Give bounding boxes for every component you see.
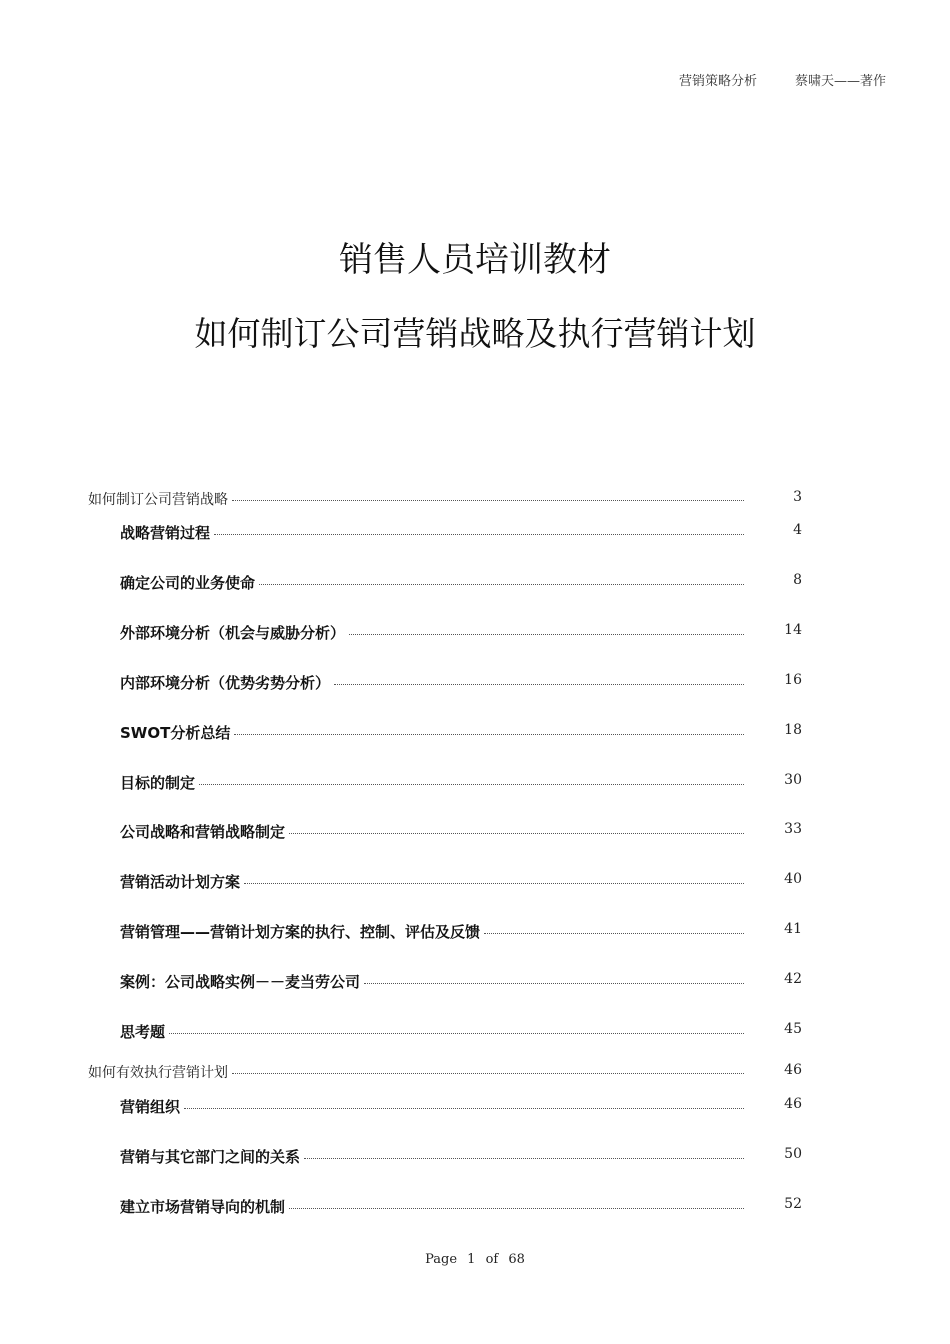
toc-leader-dots [289, 1208, 744, 1209]
toc-entry-label: 如何有效执行营销计划 [88, 1065, 228, 1081]
toc-entry-label: 营销管理——营销计划方案的执行、控制、评估及反馈 [120, 923, 481, 941]
footer-total-pages: 68 [508, 1252, 525, 1267]
toc-entry[interactable] [120, 522, 802, 543]
toc-entry-page: 16 [784, 672, 802, 688]
running-header [679, 70, 886, 89]
toc-entry[interactable] [120, 722, 802, 743]
toc-leader-dots [289, 833, 744, 834]
toc-leader-dots [169, 1033, 744, 1034]
header-left: 营销策略分析 [678, 74, 757, 89]
toc-entry[interactable] [120, 1096, 802, 1117]
toc-entry-page: 42 [784, 971, 802, 987]
toc-entry-label: 公司战略和营销战略制定 [120, 823, 286, 841]
toc-leader-dots [244, 883, 744, 884]
toc-entry-page: 18 [784, 722, 802, 738]
footer-of-word: of [485, 1252, 499, 1267]
toc-entry-label: 营销活动计划方案 [120, 873, 241, 891]
toc-entry[interactable] [120, 622, 802, 643]
toc-leader-dots [484, 933, 744, 934]
toc-entry-label: 外部环境分析（机会与威胁分析） [120, 624, 346, 642]
toc-entry-page: 40 [784, 871, 802, 887]
toc-entry-label: 思考题 [120, 1023, 166, 1041]
toc-entry-label: 营销组织 [120, 1098, 181, 1116]
toc-leader-dots [232, 500, 744, 501]
toc-entry-label: 确定公司的业务使命 [120, 574, 256, 592]
toc-entry-page: 30 [784, 772, 802, 788]
toc-entry-page: 46 [784, 1096, 802, 1112]
toc-entry[interactable] [120, 871, 802, 892]
toc-entry-page: 46 [784, 1062, 802, 1078]
toc-entry[interactable] [120, 1196, 802, 1217]
footer-current-page: 1 [467, 1252, 476, 1267]
footer-page-word: Page [425, 1252, 458, 1267]
page-footer [0, 1252, 950, 1267]
toc-entry-label: 建立市场营销导向的机制 [120, 1198, 286, 1216]
toc-entry-page: 14 [784, 622, 802, 638]
toc-leader-dots [184, 1108, 744, 1109]
toc-leader-dots [334, 684, 744, 685]
toc-leader-dots [364, 983, 744, 984]
toc-entry-page: 45 [784, 1021, 802, 1037]
toc-entry-page: 33 [784, 821, 802, 837]
toc-entry-page: 3 [793, 489, 802, 505]
toc-entry-label: 战略营销过程 [120, 524, 211, 542]
toc-entry[interactable] [88, 1062, 802, 1082]
toc-entry[interactable] [120, 572, 802, 593]
toc-entry-label: SWOT分析总结 [120, 724, 231, 742]
toc-leader-dots [234, 734, 744, 735]
toc-entry[interactable] [120, 672, 802, 693]
toc-entry-label: 营销与其它部门之间的关系 [120, 1148, 301, 1166]
toc-leader-dots [232, 1073, 744, 1074]
toc-leader-dots [304, 1158, 744, 1159]
toc-leader-dots [259, 584, 744, 585]
toc-entry-page: 52 [784, 1196, 802, 1212]
toc-entry-label: 内部环境分析（优势劣势分析） [120, 674, 331, 692]
toc-entry-label: 案例：公司战略实例－－麦当劳公司 [120, 973, 361, 991]
toc-entry[interactable] [88, 489, 802, 509]
document-title: 销售人员培训教材 [339, 240, 611, 280]
toc-entry-page: 41 [784, 921, 802, 937]
document-subtitle: 如何制订公司营销战略及执行营销计划 [194, 314, 756, 353]
toc-entry[interactable] [120, 921, 802, 942]
toc-entry[interactable] [120, 1021, 802, 1042]
toc-entry-page: 50 [784, 1146, 802, 1162]
toc-entry[interactable] [120, 772, 802, 793]
toc-entry-label: 如何制订公司营销战略 [88, 492, 228, 508]
toc-entry-label: 目标的制定 [120, 774, 196, 792]
toc-entry[interactable] [120, 1146, 802, 1167]
toc-leader-dots [199, 784, 744, 785]
toc-entry-page: 4 [793, 522, 802, 538]
header-right: 蔡啸天——著作 [794, 74, 886, 89]
toc-leader-dots [349, 634, 744, 635]
toc-leader-dots [214, 534, 744, 535]
toc-entry[interactable] [120, 821, 802, 842]
toc-entry-page: 8 [793, 572, 802, 588]
toc-entry[interactable] [120, 971, 802, 992]
